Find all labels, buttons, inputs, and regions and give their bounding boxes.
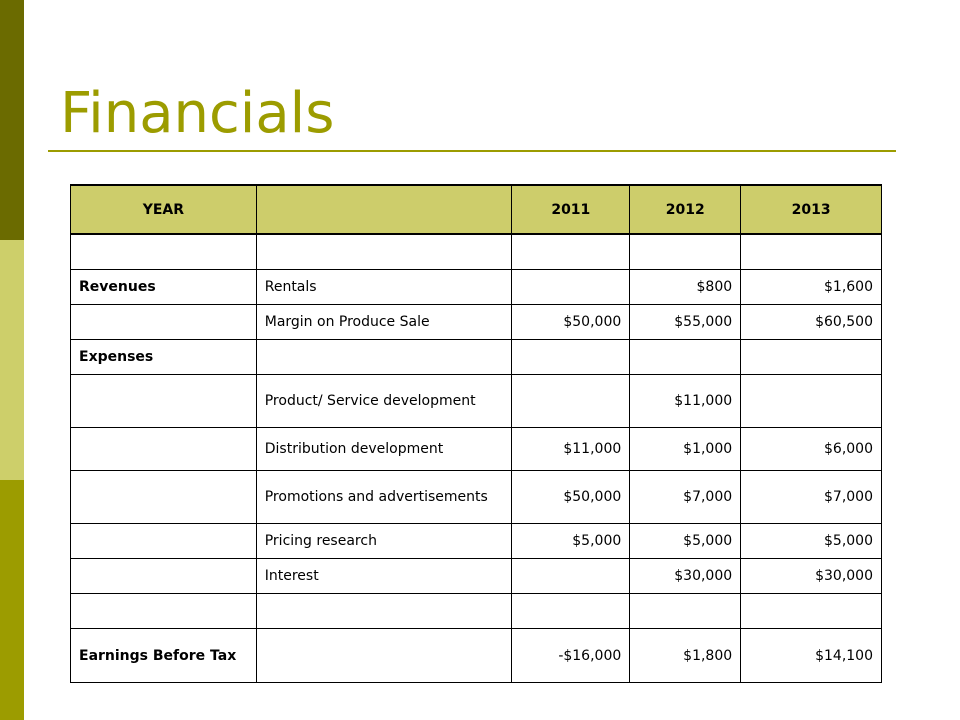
row-label — [71, 471, 257, 524]
row-label — [71, 428, 257, 471]
slide-sidebar-decoration — [0, 0, 24, 720]
cell-2013: $6,000 — [741, 428, 882, 471]
cell-2012: $30,000 — [630, 559, 741, 594]
cell-2012: $1,800 — [630, 629, 741, 683]
table-row — [71, 629, 882, 683]
cell-2011 — [512, 375, 630, 428]
row-label — [71, 234, 257, 270]
cell-2012 — [630, 340, 741, 375]
row-label — [71, 375, 257, 428]
cell-2012: $7,000 — [630, 471, 741, 524]
sidebar-segment-mid — [0, 480, 24, 720]
cell-2013 — [741, 594, 882, 629]
row-item: Promotions and advertisements — [256, 471, 512, 524]
row-item: Rentals — [256, 270, 512, 305]
cell-2013: $30,000 — [741, 559, 882, 594]
row-label: Earnings Before Tax — [71, 629, 257, 683]
header-2011: 2011 — [512, 185, 630, 234]
table-row — [71, 305, 882, 340]
slide-title: Financials — [60, 81, 335, 146]
cell-2012: $5,000 — [630, 524, 741, 559]
sidebar-segment-light — [0, 240, 24, 480]
row-label — [71, 305, 257, 340]
cell-2012: $11,000 — [630, 375, 741, 428]
row-item: Margin on Produce Sale — [256, 305, 512, 340]
row-label — [71, 559, 257, 594]
row-item: Product/ Service development — [256, 375, 512, 428]
table-row — [71, 375, 882, 428]
row-item — [256, 629, 512, 683]
cell-2011: $11,000 — [512, 428, 630, 471]
row-item: Distribution development — [256, 428, 512, 471]
cell-2011 — [512, 234, 630, 270]
cell-2013 — [741, 375, 882, 428]
row-item — [256, 594, 512, 629]
table-row — [71, 234, 882, 270]
table-row — [71, 340, 882, 375]
cell-2012: $55,000 — [630, 305, 741, 340]
cell-2013 — [741, 234, 882, 270]
row-item: Pricing research — [256, 524, 512, 559]
table-header-row — [71, 185, 882, 234]
table-row — [71, 594, 882, 629]
row-label: Expenses — [71, 340, 257, 375]
row-label: Revenues — [71, 270, 257, 305]
cell-2011: -$16,000 — [512, 629, 630, 683]
table-row — [71, 524, 882, 559]
cell-2013: $7,000 — [741, 471, 882, 524]
cell-2011 — [512, 270, 630, 305]
cell-2011 — [512, 340, 630, 375]
header-2012: 2012 — [630, 185, 741, 234]
row-item: Interest — [256, 559, 512, 594]
sidebar-segment-dark — [0, 0, 24, 240]
cell-2012: $1,000 — [630, 428, 741, 471]
cell-2011 — [512, 559, 630, 594]
table-row — [71, 428, 882, 471]
cell-2011: $50,000 — [512, 305, 630, 340]
cell-2013: $5,000 — [741, 524, 882, 559]
cell-2011 — [512, 594, 630, 629]
table-row — [71, 270, 882, 305]
header-2013: 2013 — [741, 185, 882, 234]
title-underline — [48, 150, 896, 152]
row-item — [256, 234, 512, 270]
table-row — [71, 559, 882, 594]
cell-2011: $50,000 — [512, 471, 630, 524]
row-item — [256, 340, 512, 375]
cell-2013: $14,100 — [741, 629, 882, 683]
table-row — [71, 471, 882, 524]
cell-2013: $1,600 — [741, 270, 882, 305]
cell-2013 — [741, 340, 882, 375]
cell-2012 — [630, 594, 741, 629]
cell-2012: $800 — [630, 270, 741, 305]
header-item — [256, 185, 512, 234]
cell-2011: $5,000 — [512, 524, 630, 559]
row-label — [71, 524, 257, 559]
cell-2013: $60,500 — [741, 305, 882, 340]
financials-table — [70, 184, 882, 683]
row-label — [71, 594, 257, 629]
cell-2012 — [630, 234, 741, 270]
header-year: YEAR — [71, 185, 257, 234]
